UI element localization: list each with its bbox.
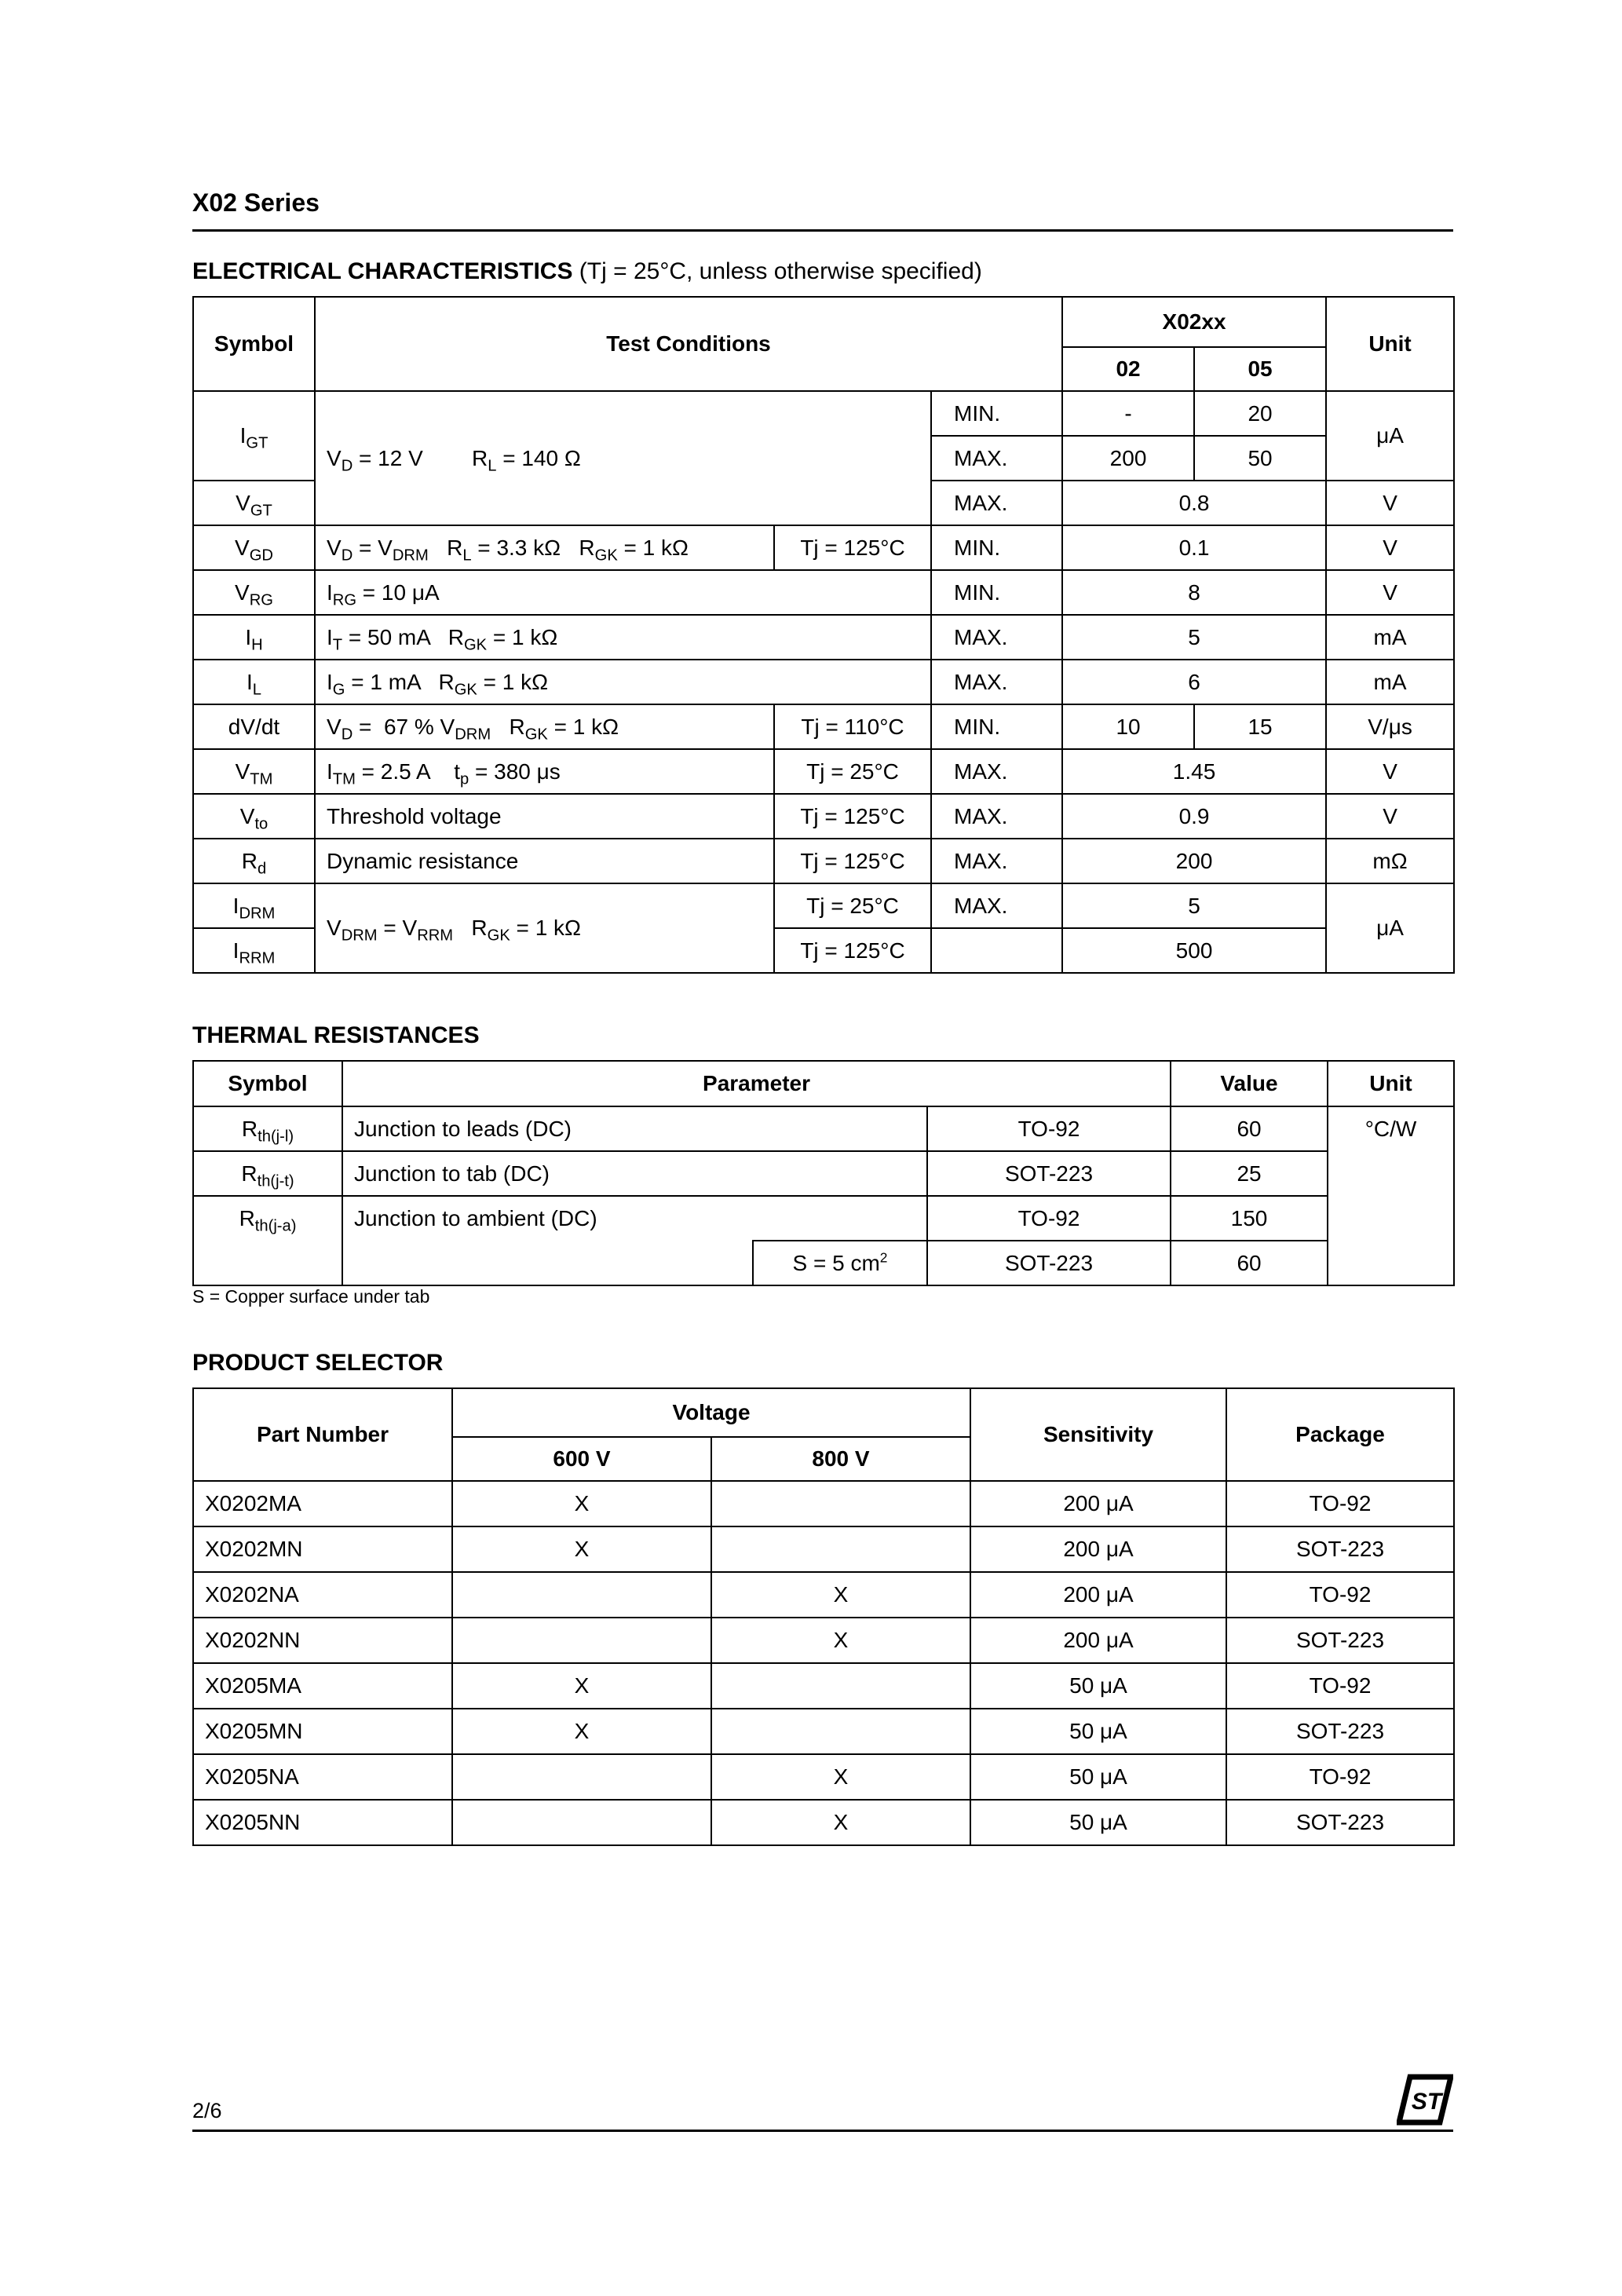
minmax-cell: MAX. (931, 749, 1062, 794)
sensitivity-cell: 50 μA (970, 1754, 1226, 1800)
table-row (193, 1618, 1454, 1663)
table-header-row (193, 1061, 1454, 1106)
package-cell: TO-92 (1226, 1481, 1454, 1526)
voltage-800-cell: X (711, 1572, 970, 1618)
value-cell: 25 (1171, 1151, 1328, 1196)
value-cell: 0.9 (1062, 794, 1326, 839)
voltage-600-cell: X (452, 1526, 711, 1572)
col-header-symbol: Symbol (193, 1061, 342, 1106)
electrical-heading-main: ELECTRICAL CHARACTERISTICS (192, 258, 573, 284)
value-cell-02: 200 (1062, 436, 1194, 481)
value-cell-05: 20 (1194, 391, 1326, 436)
condition-cell: Dynamic resistance (315, 839, 774, 883)
package-cell: SOT-223 (927, 1151, 1171, 1196)
package-cell: TO-92 (1226, 1663, 1454, 1709)
electrical-heading-note: (Tj = 25°C, unless otherwise specified) (572, 258, 982, 284)
package-cell: TO-92 (927, 1196, 1171, 1241)
condition-cell: $V_{DRM} = V_{RRM}$ $R_{GK} = 1$ kΩ (315, 883, 774, 973)
col-header-test-conditions: Test Conditions (315, 297, 1062, 391)
table-row-dvdt (193, 704, 1454, 749)
package-cell: SOT-223 (1226, 1709, 1454, 1754)
footnote: S = Copper surface under tab (192, 1286, 430, 1307)
part-number-cell: X0202NA (193, 1572, 452, 1618)
unit-cell: mA (1326, 660, 1454, 704)
condition-cell: $I_T = 50$ mA $R_{GK} = 1$ kΩ (315, 615, 931, 660)
package-cell: TO-92 (927, 1106, 1171, 1151)
table-row-rth-jt (193, 1151, 1454, 1196)
unit-cell: μA (1326, 883, 1454, 973)
minmax-cell: MAX. (931, 436, 1062, 481)
condition-cell: $V_D = V_{DRM}$ $R_L = 3.3$ kΩ $R_{GK} = 1$ kΩ (315, 525, 774, 570)
table-row-vto (193, 794, 1454, 839)
table-header-row (193, 297, 1454, 347)
value-cell: 60 (1171, 1241, 1328, 1285)
voltage-600-cell: X (452, 1709, 711, 1754)
value-cell: 200 (1062, 839, 1326, 883)
table-row-rd (193, 839, 1454, 883)
voltage-800-cell: X (711, 1800, 970, 1845)
value-cell: 0.8 (1062, 481, 1326, 525)
tj-cell: Tj = 25°C (774, 749, 931, 794)
sensitivity-cell: 50 μA (970, 1709, 1226, 1754)
col-header-value: Value (1171, 1061, 1328, 1106)
col-header-800v: 800 V (711, 1437, 970, 1481)
value-cell: 6 (1062, 660, 1326, 704)
condition-cell: $I_G = 1$ mA $R_{GK} = 1$ kΩ (315, 660, 931, 704)
value-cell: 5 (1062, 615, 1326, 660)
sensitivity-cell: 200 μA (970, 1526, 1226, 1572)
condition-cell: Threshold voltage (315, 794, 774, 839)
parameter-cell: Junction to ambient (DC) (342, 1196, 927, 1241)
symbol-cell: $V_{RG}$ (193, 570, 315, 615)
empty-cell (931, 928, 1062, 973)
condition-cell: $V_D = 67$ % $V_{DRM}$ $R_{GK} = 1$ kΩ (315, 704, 774, 749)
electrical-heading (192, 258, 1453, 285)
voltage-600-cell (452, 1572, 711, 1618)
package-cell: SOT-223 (1226, 1800, 1454, 1845)
part-number-cell: X0205NN (193, 1800, 452, 1845)
unit-cell: mA (1326, 615, 1454, 660)
value-cell-05: 15 (1194, 704, 1326, 749)
symbol-cell: $I_L$ (193, 660, 315, 704)
minmax-cell: MAX. (931, 794, 1062, 839)
table-row-rth-ja (193, 1196, 1454, 1241)
title-divider (192, 229, 1453, 232)
sensitivity-cell: 200 μA (970, 1481, 1226, 1526)
thermal-resistances-table (192, 1060, 1455, 1286)
sensitivity-cell: 200 μA (970, 1618, 1226, 1663)
col-header-05: 05 (1194, 347, 1326, 391)
voltage-600-cell: X (452, 1663, 711, 1709)
product-selector-heading-text: PRODUCT SELECTOR (192, 1350, 444, 1376)
minmax-cell: MIN. (931, 704, 1062, 749)
parameter-cell: Junction to tab (DC) (342, 1151, 927, 1196)
table-row-rth-jl (193, 1106, 1454, 1151)
symbol-cell: $R_{th(j-a)}$ (193, 1196, 342, 1285)
package-cell: SOT-223 (1226, 1526, 1454, 1572)
value-cell-05: 50 (1194, 436, 1326, 481)
symbol-cell: $R_d$ (193, 839, 315, 883)
condition-cell: $V_D = 12$ V $R_L = 140$ Ω (315, 391, 931, 525)
value-cell: 5 (1062, 883, 1326, 928)
voltage-600-cell: X (452, 1481, 711, 1526)
product-selector-table (192, 1387, 1455, 1846)
value-cell: 150 (1171, 1196, 1328, 1241)
page-footer (192, 2064, 1453, 2132)
table-row-vtm (193, 749, 1454, 794)
page-number: 2/6 (192, 2099, 222, 2122)
col-header-02: 02 (1062, 347, 1194, 391)
value-cell: 0.1 (1062, 525, 1326, 570)
page-content (192, 188, 1453, 1846)
empty-cell (342, 1241, 753, 1285)
symbol-cell: dV/dt (193, 704, 315, 749)
minmax-cell: MAX. (931, 660, 1062, 704)
unit-cell: V (1326, 525, 1454, 570)
col-header-parameter: Parameter (342, 1061, 1171, 1106)
unit-cell: mΩ (1326, 839, 1454, 883)
minmax-cell: MIN. (931, 525, 1062, 570)
part-number-cell: X0205NA (193, 1754, 452, 1800)
minmax-cell: MAX. (931, 883, 1062, 928)
page-title: X02 Series (192, 188, 320, 217)
tj-cell: Tj = 125°C (774, 839, 931, 883)
condition-cell: $I_{RG} = 10$ μA (315, 570, 931, 615)
voltage-800-cell: X (711, 1754, 970, 1800)
condition-cell: $I_{TM} = 2.5$ A $t_p = 380$ μs (315, 749, 774, 794)
col-header-sensitivity: Sensitivity (970, 1388, 1226, 1481)
col-header-unit: Unit (1326, 297, 1454, 391)
unit-cell: μA (1326, 391, 1454, 481)
voltage-600-cell (452, 1800, 711, 1845)
value-cell: 1.45 (1062, 749, 1326, 794)
value-cell: 60 (1171, 1106, 1328, 1151)
minmax-cell: MIN. (931, 570, 1062, 615)
table-row (193, 1572, 1454, 1618)
col-header-package: Package (1226, 1388, 1454, 1481)
value-cell: 500 (1062, 928, 1326, 973)
table-row (193, 1800, 1454, 1845)
st-logo-text: ST (1411, 2089, 1442, 2115)
unit-cell: °C/W (1328, 1106, 1454, 1285)
col-header-part-number: Part Number (193, 1388, 452, 1481)
tj-cell: Tj = 125°C (774, 928, 931, 973)
product-selector-heading (192, 1350, 1453, 1377)
voltage-800-cell: X (711, 1618, 970, 1663)
table-header-row (193, 1388, 1454, 1437)
package-cell: TO-92 (1226, 1754, 1454, 1800)
symbol-cell: $R_{th(j-l)}$ (193, 1106, 342, 1151)
table-row-il (193, 660, 1454, 704)
voltage-800-cell (711, 1663, 970, 1709)
col-header-600v: 600 V (452, 1437, 711, 1481)
thermal-heading (192, 1022, 1453, 1049)
package-cell: SOT-223 (1226, 1618, 1454, 1663)
table-row-rth-ja-sot (193, 1241, 1454, 1285)
table-row (193, 1663, 1454, 1709)
st-logo (1397, 2074, 1453, 2126)
unit-cell: V (1326, 794, 1454, 839)
symbol-cell: $I_{GT}$ (193, 391, 315, 481)
voltage-800-cell (711, 1526, 970, 1572)
table-row-ih (193, 615, 1454, 660)
sensitivity-cell: 50 μA (970, 1800, 1226, 1845)
tj-cell: Tj = 25°C (774, 883, 931, 928)
unit-cell: V (1326, 481, 1454, 525)
thermal-heading-text: THERMAL RESISTANCES (192, 1022, 480, 1048)
package-cell: TO-92 (1226, 1572, 1454, 1618)
symbol-cell: $V_{GD}$ (193, 525, 315, 570)
tj-cell: Tj = 125°C (774, 794, 931, 839)
sensitivity-cell: 200 μA (970, 1572, 1226, 1618)
table-row (193, 1526, 1454, 1572)
minmax-cell: MAX. (931, 839, 1062, 883)
voltage-600-cell (452, 1754, 711, 1800)
unit-cell: V (1326, 570, 1454, 615)
surface-condition-cell: S = 5 $cm^2$ (753, 1241, 927, 1285)
value-cell-02: 10 (1062, 704, 1194, 749)
sensitivity-cell: 50 μA (970, 1663, 1226, 1709)
minmax-cell: MIN. (931, 391, 1062, 436)
part-number-cell: X0205MN (193, 1709, 452, 1754)
parameter-cell: Junction to leads (DC) (342, 1106, 927, 1151)
electrical-characteristics-table (192, 296, 1455, 974)
table-row (193, 1754, 1454, 1800)
value-cell: 8 (1062, 570, 1326, 615)
voltage-800-cell (711, 1481, 970, 1526)
part-number-cell: X0202MN (193, 1526, 452, 1572)
table-row-vgd (193, 525, 1454, 570)
value-cell-02: - (1062, 391, 1194, 436)
package-cell: SOT-223 (927, 1241, 1171, 1285)
symbol-cell: $V_{GT}$ (193, 481, 315, 525)
col-header-unit: Unit (1328, 1061, 1454, 1106)
table-row (193, 1709, 1454, 1754)
tj-cell: Tj = 110°C (774, 704, 931, 749)
table-row-vrg (193, 570, 1454, 615)
part-number-cell: X0205MA (193, 1663, 452, 1709)
table-row-igt-min (193, 391, 1454, 436)
col-header-voltage: Voltage (452, 1388, 970, 1437)
symbol-cell: $R_{th(j-t)}$ (193, 1151, 342, 1196)
unit-cell: V/μs (1326, 704, 1454, 749)
symbol-cell: $V_{to}$ (193, 794, 315, 839)
col-header-symbol: Symbol (193, 297, 315, 391)
symbol-cell: $I_H$ (193, 615, 315, 660)
symbol-cell: $V_{TM}$ (193, 749, 315, 794)
voltage-600-cell (452, 1618, 711, 1663)
symbol-cell: $I_{DRM}$ (193, 883, 315, 928)
symbol-cell: $I_{RRM}$ (193, 928, 315, 973)
table-row-idrm (193, 883, 1454, 928)
part-number-cell: X0202NN (193, 1618, 452, 1663)
part-number-cell: X0202MA (193, 1481, 452, 1526)
unit-cell: V (1326, 749, 1454, 794)
minmax-cell: MAX. (931, 481, 1062, 525)
table-row (193, 1481, 1454, 1526)
col-header-x02xx: X02xx (1062, 297, 1326, 347)
minmax-cell: MAX. (931, 615, 1062, 660)
voltage-800-cell (711, 1709, 970, 1754)
tj-cell: Tj = 125°C (774, 525, 931, 570)
